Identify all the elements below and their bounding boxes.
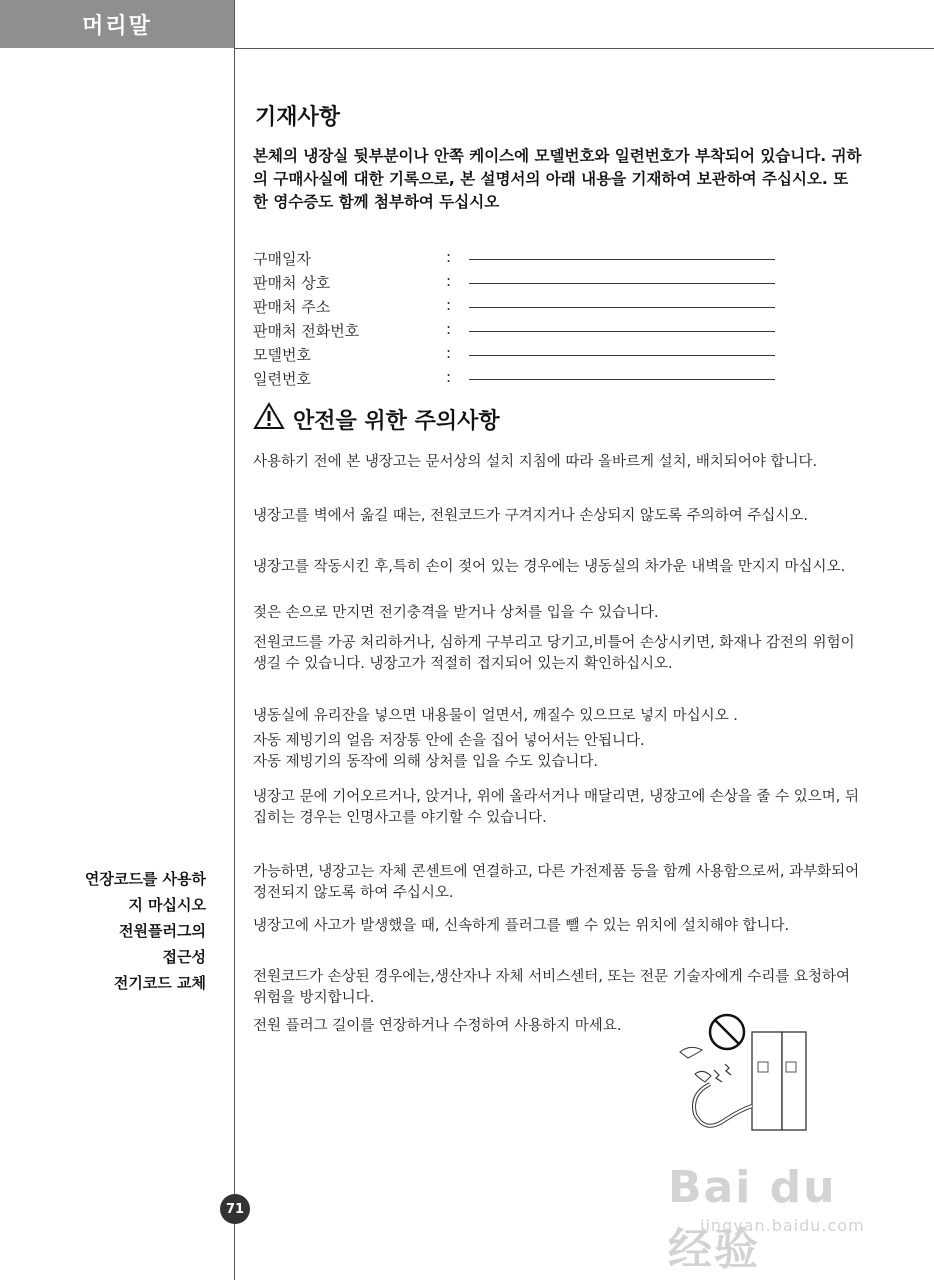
power-paragraph: 전원 플러그 길이를 연장하거나 수정하여 사용하지 마세요.: [253, 1018, 622, 1034]
form-label: 일련번호: [253, 370, 311, 388]
form-colon: :: [446, 296, 452, 314]
form-row: [253, 272, 793, 296]
warning-triangle-icon: [253, 402, 285, 436]
power-paragraph: 가능하면, 냉장고는 자체 콘센트에 연결하고, 다른 가전제품 등을 함께 사용함으로써, 과부화되어 정전되지 않도록 하여 주십시오.: [253, 864, 860, 901]
power-paragraph: 냉장고에 사고가 발생했을 때, 신속하게 플러그를 뺄 수 있는 위치에 설치해야 합니다.: [253, 918, 790, 934]
page-number: 71: [220, 1194, 250, 1224]
margin-divider: [234, 0, 235, 1280]
safety-paragraph: 전원코드를 가공 처리하거나, 심하게 구부리고 당기고,비틀어 손상시키면, 화재나 감전의 위험이 생길 수 있습니다. 냉장고가 적절히 접지되어 있는지 확인하십시오.: [253, 635, 855, 672]
baidu-watermark: [660, 1150, 890, 1275]
safety-paragraph: 사용하기 전에 본 냉장고는 문서상의 설치 지침에 따라 올바르게 설치, 배치되어야 합니다.: [253, 454, 818, 470]
form-fill-line: [469, 331, 775, 332]
form-fill-line: [469, 307, 775, 308]
safety-paragraph: 자동 제빙기의 얼음 저장통 안에 손을 집어 넣어서는 안됩니다.: [253, 733, 645, 749]
section-title: 기재사항: [255, 105, 341, 130]
form-row: [253, 296, 793, 320]
safety-paragraph: 젖은 손으로 만지면 전기충격을 받거나 상처를 입을 수 있습니다.: [253, 605, 659, 621]
safety-paragraph: 자동 제빙기의 동작에 의해 상처를 입을 수도 있습니다.: [253, 754, 599, 770]
form-label: 구매일자: [253, 250, 311, 268]
form-row: [253, 248, 793, 272]
intro-paragraph: 본체의 냉장실 뒷부분이나 안쪽 케이스에 모델번호와 일련번호가 부착되어 있습니다. 귀하의 구매사실에 대한 기록으로, 본 설명서의 아래 내용을 기재하여 보관하여 주십시오. 또한 영수증도 함께 첨부하여 두십시오: [253, 147, 862, 211]
form-fill-line: [469, 259, 775, 260]
safety-heading: [253, 402, 500, 436]
form-colon: :: [446, 272, 452, 290]
form-row: [253, 344, 793, 368]
safety-paragraph: 냉동실에 유리잔을 넣으면 내용물이 얼면서, 깨질수 있으므로 넣지 마십시오 .: [253, 708, 738, 724]
extension-cord-illustration: [670, 1012, 820, 1132]
header-divider: [234, 48, 934, 49]
safety-heading-text: 안전을 위한 주의사항: [293, 408, 500, 434]
form-colon: :: [446, 248, 452, 266]
side-heading: 전원플러그의 접근성: [119, 922, 206, 966]
form-label: 모델번호: [253, 346, 311, 364]
form-fill-line: [469, 355, 775, 356]
watermark-url: jingyan.baidu.com: [700, 1216, 865, 1235]
form-colon: :: [446, 344, 452, 362]
header-tab: 머리말: [0, 0, 234, 48]
watermark-logo: Bai du 经验: [668, 1162, 837, 1275]
side-heading: 전기코드 교체: [113, 974, 206, 992]
side-heading: 연장코드를 사용하 지 마십시오: [84, 870, 206, 914]
side-headings: [40, 866, 206, 996]
form-fill-line: [469, 283, 775, 284]
safety-paragraph: 냉장고를 벽에서 옮길 때는, 전원코드가 구겨지거나 손상되지 않도록 주의하여 주십시오.: [253, 508, 808, 524]
form-colon: :: [446, 320, 452, 338]
safety-paragraph: 냉장고 문에 기어오르거나, 앉거나, 위에 올라서거나 매달리면, 냉장고에 손상을 줄 수 있으며, 뒤집히는 경우는 인명사고를 야기할 수 있습니다.: [253, 789, 860, 826]
safety-paragraph: 냉장고를 작동시킨 후,특히 손이 젖어 있는 경우에는 냉동실의 차가운 내벽을 만지지 마십시오.: [253, 559, 846, 575]
purchase-record-form: [253, 248, 793, 392]
form-colon: :: [446, 368, 452, 386]
form-row: [253, 368, 793, 392]
form-fill-line: [469, 379, 775, 380]
power-paragraph: 전원코드가 손상된 경우에는,생산자나 자체 서비스센터, 또는 전문 기술자에게 수리를 요청하여 위험을 방지합니다.: [253, 969, 850, 1006]
no-entry-icon: [710, 1015, 744, 1049]
form-label: 판매처 주소: [253, 298, 331, 316]
form-label: 판매처 상호: [253, 274, 331, 292]
form-label: 판매처 전화번호: [253, 322, 360, 340]
form-row: [253, 320, 793, 344]
